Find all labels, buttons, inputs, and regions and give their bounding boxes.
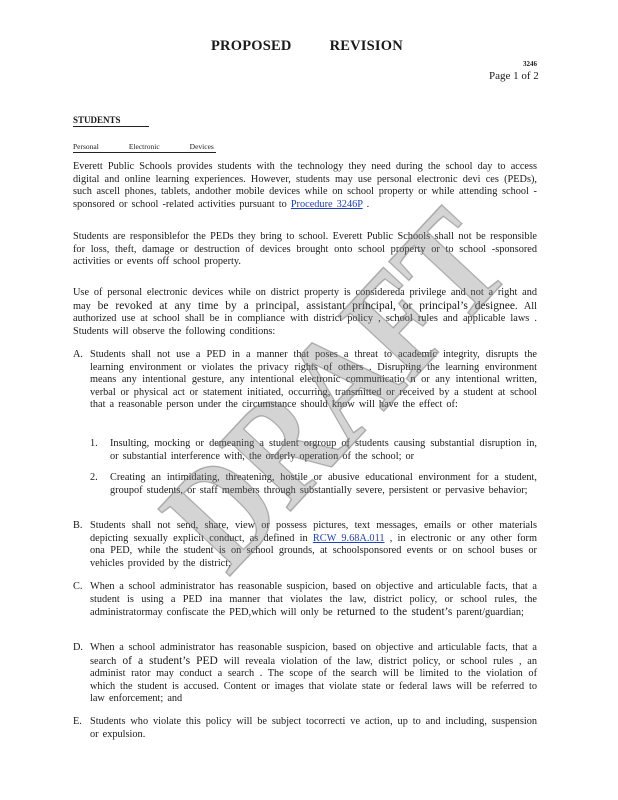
paragraph-text: Use of personal electronic devices while on district property is considereda privilege and not a right and may xyxy=(73,287,537,312)
item-text: Students who violate this policy will be subject tocorrecti ve action, up to and including, suspension or expulsion. xyxy=(90,716,537,740)
item-label: B. xyxy=(73,520,83,531)
item-text xyxy=(90,520,537,570)
page-number: Page 1 of 2 xyxy=(489,70,539,82)
paragraph-text: Students are responsiblefor the PEDs they bring to school. Everett Public Schools shall not be responsible for loss, theft, damage or destruction of devices brought onto school property or to school -sponsored activities or events off school property. xyxy=(73,231,537,268)
condition-a xyxy=(73,349,537,412)
condition-a-1 xyxy=(90,438,537,463)
condition-a-2 xyxy=(90,472,537,497)
paragraph-responsibility xyxy=(73,231,537,269)
item-text-part: When a school administrator has reasonable suspicion, based on objective and articulable facts, that a search xyxy=(90,642,537,667)
item-text-part: , in electronic or any other form ona PED, while the student is on school grounds, at schoolsponsored events or on school buses or vehicles provided by the district; xyxy=(90,532,537,569)
paragraph-text: Everett Public Schools provides students with the technology they need during the school day to access digital and online learning experiences. However, students may use personal electronic devi ces (PEDs), such ascell phones, tablets, andother mobile devices while on school property or while attending school -sponsored or school -related activities pursuant to xyxy=(73,161,537,210)
item-text-part: returned to the student’s xyxy=(332,606,453,619)
paragraph-privilege xyxy=(73,287,537,338)
title-word-proposed: PROPOSED xyxy=(211,38,292,54)
item-text xyxy=(90,581,537,620)
paragraph-text: All authorized use at school shall be in compliance with district policy , school rules and applicable laws . Students will observe the following conditions: xyxy=(73,300,537,337)
condition-b xyxy=(73,520,537,570)
item-text-part: parent/guardian; xyxy=(452,607,524,619)
paragraph-intro xyxy=(73,161,537,211)
item-label: C. xyxy=(73,581,83,592)
document-title xyxy=(211,38,403,55)
rcw-link[interactable]: RCW 9.68A.011 xyxy=(312,532,385,544)
document-number: 3246 xyxy=(523,60,537,68)
item-label: 1. xyxy=(90,438,98,449)
title-word-revision: REVISION xyxy=(329,38,403,54)
item-text-part: will reveala violation of the law, district policy, or school rules , an administ rator may conduct a search . The scope of the search will be limited to the violation of which the student is accused. Content or images that violate state or federal laws will be referred to law enforcement; and xyxy=(90,655,537,705)
item-text: Insulting, mocking or demeaning a student orgroup of students causing substantial disruption in, or substantial interference with, the orderly operation of the school; or xyxy=(110,438,537,462)
item-label: A. xyxy=(73,349,84,360)
condition-e xyxy=(73,716,537,741)
item-text-part: of a student’s PED xyxy=(116,654,218,667)
condition-c xyxy=(73,581,537,620)
procedure-link[interactable]: Procedure 3246P xyxy=(290,198,363,210)
subsection-word: Electronic xyxy=(128,142,160,151)
section-heading: STUDENTS xyxy=(73,114,149,127)
paragraph-text: . xyxy=(362,198,370,210)
item-text: Creating an intimidating, threatening, hostile or abusive educational environment for a student, groupof students, or staff members through substantially severe, persistent or pervasive behavior; xyxy=(110,472,537,496)
item-text: Students shall not use a PED in a manner that poses a threat to academic integrity, disrupts the learning environment or violates the privacy rights of others . Disrupting the learning environment means any intentional gesture, any intentional electronic communicatio n or any intentional written, verbal or physical act or statement initiated, occurring, transmitted or received by a student at school that a reasonable person under the circumstance should know will have the effect of: xyxy=(90,349,537,411)
item-label: 2. xyxy=(90,472,98,483)
draft-watermark-text: DRAFT xyxy=(137,185,533,595)
subsection-heading xyxy=(73,142,216,153)
item-text xyxy=(90,642,537,706)
paragraph-text: be revoked at any time by a principal, assistant principal, or principal’s designee. xyxy=(90,299,518,312)
item-text-part: Students shall not send, share, view or possess pictures, text messages, emails or other materials depicting sexually explicit conduct, as defined in xyxy=(90,520,537,544)
subsection-word: Personal xyxy=(73,142,99,151)
item-label: E. xyxy=(73,716,82,727)
subsection-word: Devices xyxy=(189,142,214,151)
item-label: D. xyxy=(73,642,84,653)
condition-d xyxy=(73,642,537,706)
item-text-part: When a school administrator has reasonable suspicion, based on objective and articulable facts, that a student is using a PED ina manner that violates the law, district policy, or school rules, the administratormay confiscate the PED,which will only be xyxy=(90,581,537,619)
